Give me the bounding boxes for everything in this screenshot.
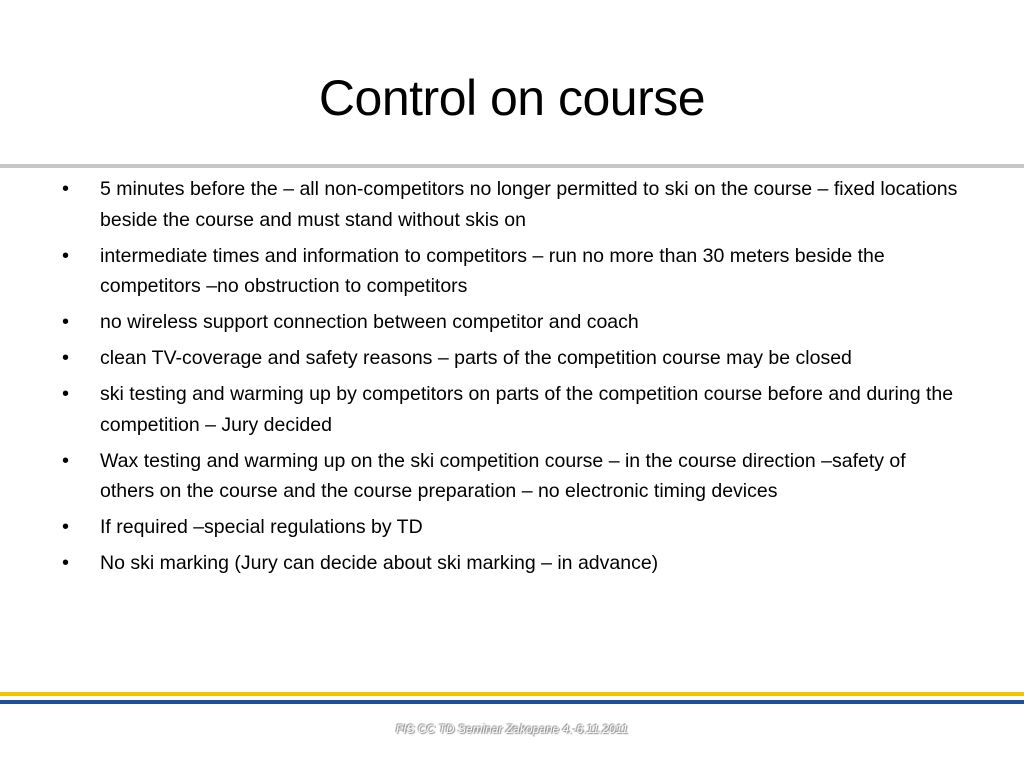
- bullet-icon: •: [62, 178, 70, 200]
- bullet-text: clean TV-coverage and safety reasons – parts of the competition course may be closed: [100, 347, 852, 369]
- title-divider: [0, 164, 1024, 168]
- bullet-text: Wax testing and warming up on the ski competition course – in the course direction –safety of others on the course and the course preparation – no electronic timing devices: [100, 449, 906, 502]
- bullet-item: [62, 512, 962, 543]
- bullet-text: no wireless support connection between competitor and coach: [100, 311, 639, 333]
- bullet-icon: •: [62, 347, 70, 369]
- bullet-icon: •: [62, 383, 70, 405]
- bullet-text: 5 minutes before the – all non-competitors no longer permitted to ski on the course – fixed locations beside the course and must stand without skis on: [100, 178, 958, 231]
- bullet-item: [62, 446, 962, 507]
- bullet-icon: •: [62, 552, 70, 574]
- bullet-item: [62, 379, 962, 440]
- slide-title: Control on course: [318, 70, 706, 126]
- bullet-item: [62, 174, 962, 235]
- bullet-list: [62, 174, 962, 584]
- bullet-item: [62, 307, 962, 338]
- bullet-item: [62, 548, 962, 579]
- bullet-icon: •: [62, 311, 70, 333]
- bullet-icon: •: [62, 449, 70, 472]
- bullet-text: ski testing and warming up by competitors on parts of the competition course before and during the competition – Jury decided: [100, 383, 954, 436]
- bullet-text: intermediate times and information to competitors – run no more than 30 meters beside the competitors –no obstruction to competitors: [100, 244, 885, 297]
- bullet-icon: •: [62, 244, 70, 267]
- bullet-icon: •: [62, 516, 70, 538]
- footer-text: FIS CC TD Seminar Zakopane 4.-6.11.2011: [395, 722, 629, 736]
- bullet-text: If required –special regulations by TD: [100, 516, 423, 538]
- bullet-item: [62, 343, 962, 374]
- footer-band-blue: [0, 700, 1024, 704]
- bullet-text: No ski marking (Jury can decide about ski marking – in advance): [100, 552, 659, 574]
- footer-band-yellow: [0, 692, 1024, 696]
- bullet-item: [62, 241, 962, 302]
